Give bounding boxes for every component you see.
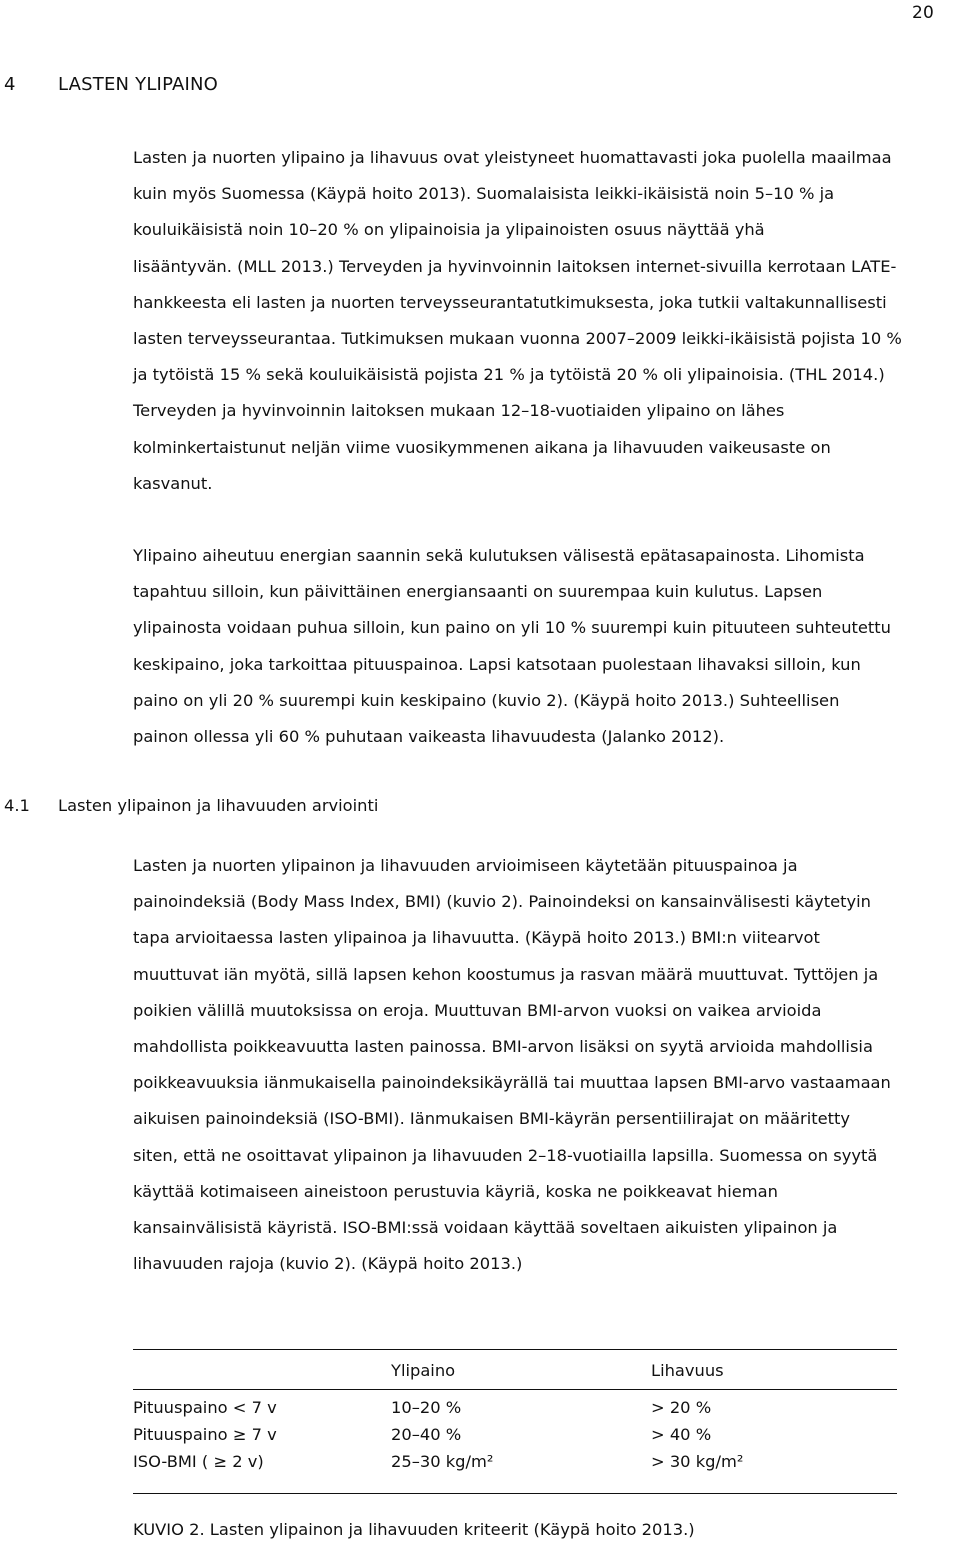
- paragraph-line: mahdollista poikkeavuutta lasten painossa. BMI-arvon lisäksi on syytä arvioida mahdollisia: [133, 1037, 873, 1057]
- table-cell-obesity: > 20 %: [651, 1398, 712, 1417]
- paragraph-line: paino on yli 20 % suurempi kuin keskipaino (kuvio 2). (Käypä hoito 2013.) Suhteellisen: [133, 690, 840, 710]
- paragraph-line: kansainvälisistä käyristä. ISO-BMI:ssä voidaan käyttää soveltaen aikuisten ylipainon ja: [133, 1218, 838, 1238]
- figure-caption: KUVIO 2. Lasten ylipainon ja lihavuuden kriteerit (Käypä hoito 2013.): [133, 1520, 695, 1539]
- table-cell-measure: Pituuspaino ≥ 7 v: [133, 1425, 277, 1444]
- chapter-heading: [4, 73, 218, 97]
- table-cell-measure: Pituuspaino < 7 v: [133, 1398, 277, 1417]
- paragraph-line: ylipainosta voidaan puhua silloin, kun paino on yli 10 % suurempi kuin pituuteen suhteutettu: [133, 618, 891, 638]
- paragraph-line: hankkeesta eli lasten ja nuorten terveysseurantatutkimuksesta, joka tutkii valtakunnallisesti: [133, 292, 887, 312]
- paragraph-assessment-methods: [133, 848, 933, 1282]
- paragraph-line: kasvanut.: [133, 473, 213, 493]
- paragraph-line: kuin myös Suomessa (Käypä hoito 2013). Suomalaisista leikki-ikäisistä noin 5–10 % ja: [133, 184, 835, 204]
- paragraph-line: lisääntyvän. (MLL 2013.) Terveyden ja hyvinvoinnin laitoksen internet-sivuilla kerrotaan LATE-: [133, 256, 897, 276]
- paragraph-line: käyttää kotimaiseen aineistoon perustuvia käyriä, koska ne poikkeavat hieman: [133, 1181, 778, 1201]
- table-cell-overweight: 10–20 %: [391, 1398, 462, 1417]
- table-rule-header: [133, 1389, 897, 1390]
- paragraph-line: aikuisen painoindeksiä (ISO-BMI). Iänmukaisen BMI-käyrän persentiilirajat on määritetty: [133, 1109, 851, 1129]
- paragraph-line: tapa arvioitaessa lasten ylipainoa ja lihavuutta. (Käypä hoito 2013.) BMI:n viitearvot: [133, 928, 820, 948]
- section-title: Lasten ylipainon ja lihavuuden arviointi: [58, 796, 379, 815]
- table-header-obesity: Lihavuus: [651, 1361, 724, 1380]
- paragraph-line: ja tytöistä 15 % sekä kouluikäisistä pojista 21 % ja tytöistä 20 % oli ylipainoisia. (THL 2014.): [133, 365, 885, 385]
- paragraph-line: Ylipaino aiheutuu energian saannin sekä kulutuksen välisestä epätasapainosta. Lihomista: [133, 546, 865, 565]
- paragraph-line: siten, että ne osoittavat ylipainon ja lihavuuden 2–18-vuotiailla lapsilla. Suomessa on syytä: [133, 1145, 878, 1165]
- section-heading: [4, 794, 378, 818]
- paragraph-line: kouluikäisistä noin 10–20 % on ylipainoisia ja ylipainoisten osuus näyttää yhä: [133, 220, 765, 240]
- table-rule-top: [133, 1349, 897, 1350]
- paragraph-line: Lasten ja nuorten ylipainon ja lihavuuden arvioimiseen käytetään pituuspainoa ja: [133, 856, 798, 875]
- table-cell-overweight: 20–40 %: [391, 1425, 462, 1444]
- table-cell-obesity: > 40 %: [651, 1425, 712, 1444]
- chapter-title: LASTEN YLIPAINO: [58, 74, 219, 95]
- paragraph-line: poikkeavuuksia iänmukaisella painoindeksikäyrällä tai muuttaa lapsen BMI-arvo vastaamaan: [133, 1073, 891, 1093]
- paragraph-line: Lasten ja nuorten ylipaino ja lihavuus ovat yleistyneet huomattavasti joka puolella maailmaa: [133, 148, 892, 167]
- paragraph-line: painon ollessa yli 60 % puhutaan vaikeasta lihavuudesta (Jalanko 2012).: [133, 727, 725, 747]
- table-cell-overweight: 25–30 kg/m²: [391, 1452, 494, 1471]
- paragraph-line: lihavuuden rajoja (kuvio 2). (Käypä hoito 2013.): [133, 1254, 523, 1274]
- paragraph-line: keskipaino, joka tarkoittaa pituuspainoa. Lapsi katsotaan puolestaan lihavaksi silloin, kun: [133, 654, 861, 674]
- table-rule-bottom: [133, 1493, 897, 1494]
- paragraph-line: painoindeksiä (Body Mass Index, BMI) (kuvio 2). Painoindeksi on kansainvälisesti käytetyin: [133, 892, 871, 912]
- table-cell-measure: ISO-BMI ( ≥ 2 v): [133, 1452, 264, 1471]
- table-header-overweight: Ylipaino: [391, 1361, 456, 1380]
- paragraph-line: poikien välillä muutoksissa on eroja. Muuttuvan BMI-arvon vuoksi on vaikea arvioida: [133, 1000, 822, 1020]
- paragraph-line: lasten terveysseurantaa. Tutkimuksen mukaan vuonna 2007–2009 leikki-ikäisistä pojista 10 %: [133, 329, 902, 349]
- paragraph-childhood-overweight-prevalence: [133, 140, 933, 502]
- table-cell-obesity: > 30 kg/m²: [651, 1452, 744, 1471]
- paragraph-line: kolminkertaistunut neljän viime vuosikymmenen aikana ja lihavuuden vaikeusaste on: [133, 437, 831, 457]
- paragraph-line: muuttuvat iän myötä, sillä lapsen kehon koostumus ja rasvan määrä muuttuvat. Tyttöjen ja: [133, 964, 879, 984]
- paragraph-overweight-definition: [133, 538, 933, 755]
- paragraph-line: Terveyden ja hyvinvoinnin laitoksen mukaan 12–18-vuotiaiden ylipaino on lähes: [133, 401, 785, 421]
- section-number: 4.1: [4, 796, 30, 815]
- page-number: 20: [911, 3, 934, 23]
- chapter-number: 4: [4, 74, 16, 95]
- paragraph-line: tapahtuu silloin, kun päivittäinen energiansaanti on suurempaa kuin kulutus. Lapsen: [133, 582, 823, 602]
